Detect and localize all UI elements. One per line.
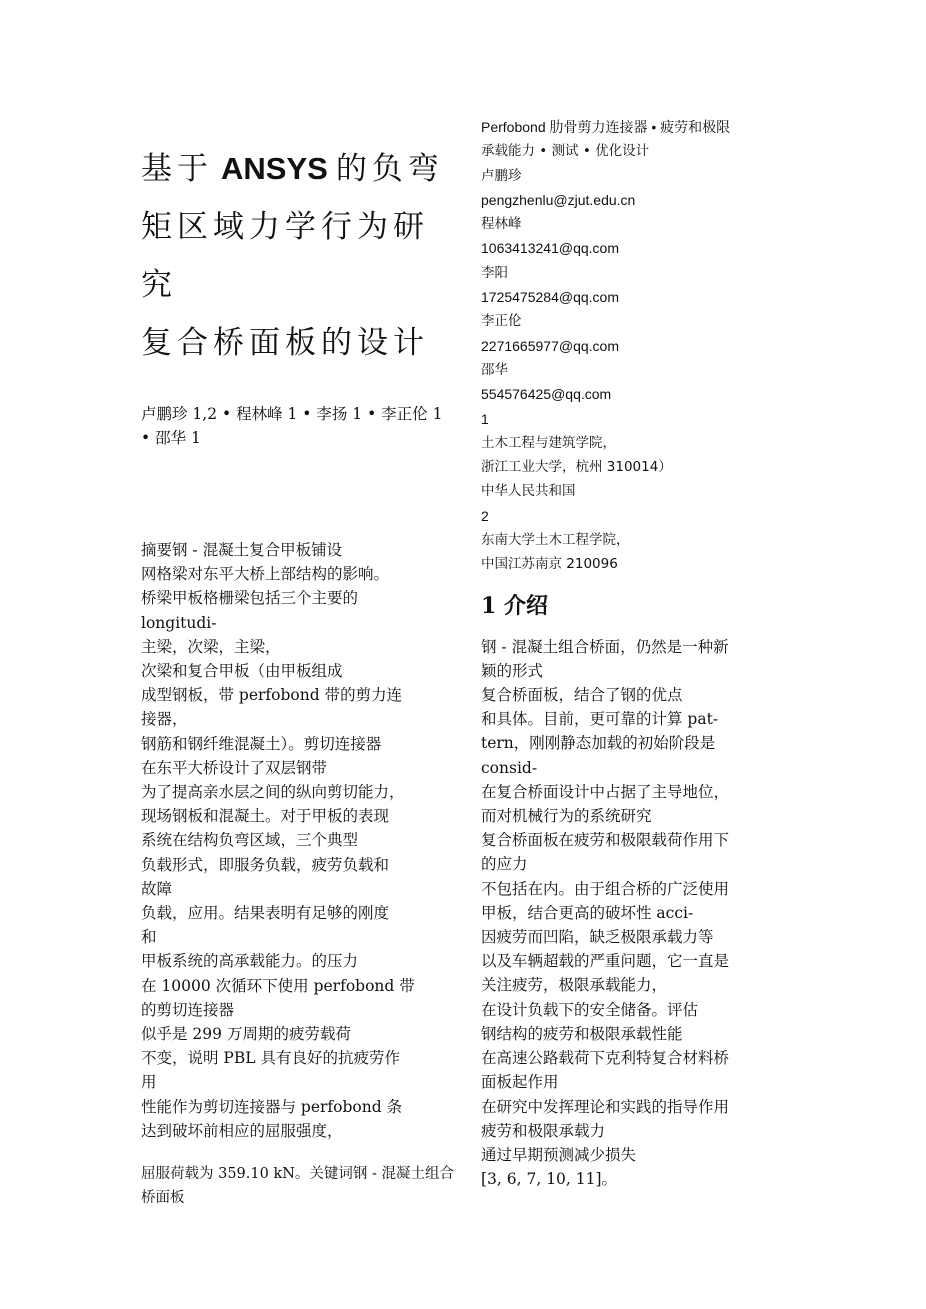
intro-line: 因疲劳而凹陷，缺乏极限承载力等: [481, 928, 714, 947]
intro-line: 复合桥面板在疲劳和极限载荷作用下: [481, 831, 730, 850]
affiliation-line: 中华人民共和国: [481, 483, 576, 500]
abstract-line: 网格梁对东平大桥上部结构的影响。: [141, 565, 390, 584]
abstract-line: 甲板系统的高承载能力。的压力: [141, 952, 359, 971]
intro-line: 不包括在内。由于组合桥的广泛使用: [481, 879, 730, 898]
affiliation-number: 1: [481, 410, 489, 427]
right-column: [481, 115, 791, 1191]
introduction-body: [481, 635, 791, 1192]
intro-line: 关注疲劳，极限承载能力，: [481, 976, 668, 995]
abstract-line: 的剪切连接器: [141, 1000, 235, 1019]
intro-line: 在高速公路载荷下克利特复合材料桥: [481, 1049, 730, 1068]
abstract-line: 用: [141, 1073, 157, 1092]
intro-line: 在研究中发挥理论和实践的指导作用: [481, 1097, 730, 1116]
title-prefix: 基于: [141, 151, 213, 187]
section-heading-introduction: 1 介绍: [481, 592, 548, 619]
author-email: pengzhenlu@zjut.edu.cn: [481, 191, 636, 208]
affiliation-line: 土木工程与建筑学院，: [481, 434, 616, 451]
abstract-line: 系统在结构负弯区域，三个典型: [141, 831, 359, 850]
title-ansys: ANSYS: [221, 151, 328, 186]
intro-line: 复合桥面板，结合了钢的优点: [481, 686, 683, 705]
title-suffix: 的负弯: [335, 151, 444, 187]
author-list: 卢鹏珍 1,2 • 程林峰 1 • 李扬 1 • 李正伦 1 • 邵华 1: [141, 405, 443, 447]
abstract-line: 负载形式，即服务负载，疲劳负载和: [141, 855, 390, 874]
abstract-line: 性能作为剪切连接器与 perfobond 条: [141, 1097, 403, 1116]
author-name: 李正伦: [481, 313, 522, 330]
keywords-continued: 承载能力 • 测试 • 优化设计: [481, 143, 650, 160]
affiliation-line: 中国江苏南京 210096: [481, 556, 618, 573]
abstract-line: longitudi-: [141, 613, 217, 632]
abstract-line: 负载，应用。结果表明有足够的刚度: [141, 904, 390, 923]
author-email: 554576425@qq.com: [481, 386, 612, 403]
abstract-line: 似乎是 299 万周期的疲劳载荷: [141, 1025, 351, 1044]
title-line-1: [141, 140, 461, 198]
intro-line: 面板起作用: [481, 1073, 559, 1092]
title-line-2: 矩区域力学行为研: [141, 209, 429, 245]
intro-line: 钢 - 混凝土组合桥面，仍然是一种新: [481, 637, 729, 656]
abstract-line: 达到破坏前相应的屈服强度，: [141, 1121, 343, 1140]
paper-title: [141, 140, 461, 372]
abstract-line: 接器，: [141, 710, 188, 729]
title-line-3: 究: [141, 267, 177, 303]
affiliation-number: 2: [481, 507, 489, 524]
abstract-line: 现场钢板和混凝土。对于甲板的表现: [141, 807, 390, 826]
abstract-line: 在 10000 次循环下使用 perfobond 带: [141, 976, 415, 995]
author-email: 1063413241@qq.com: [481, 240, 619, 257]
intro-line: tern，刚刚静态加载的初始阶段是: [481, 734, 716, 753]
article-metadata: [481, 115, 791, 577]
abstract-line: 桥梁甲板格栅梁包括三个主要的: [141, 589, 359, 608]
abstract-line: 在东平大桥设计了双层钢带: [141, 758, 328, 777]
abstract-line: 钢筋和钢纤维混凝土）。剪切连接器: [141, 734, 382, 753]
intro-line: 和具体。目前，更可靠的计算 pat-: [481, 710, 719, 729]
keywords: 屈服荷载为 359.10 kN。关键词钢 - 混凝土组合桥面板: [141, 1166, 455, 1207]
title-line-4: 复合桥面板的设计: [141, 325, 429, 361]
intro-line: 以及车辆超载的严重问题，它一直是: [481, 952, 730, 971]
affiliation-line: 东南大学土木工程学院，: [481, 532, 630, 549]
abstract-line: 成型钢板，带 perfobond 带的剪力连: [141, 686, 403, 705]
abstract-line: 不变，说明 PBL 具有良好的抗疲劳作: [141, 1049, 400, 1068]
abstract-line: 主梁，次梁，主梁，: [141, 637, 281, 656]
abstract-line: 为了提高亲水层之间的纵向剪切能力，: [141, 783, 405, 802]
intro-line: 在复合桥面设计中占据了主导地位，: [481, 782, 730, 801]
author-name: 李阳: [481, 264, 508, 281]
author-email: 1725475284@qq.com: [481, 289, 619, 306]
intro-line: 在设计负载下的安全储备。评估: [481, 1000, 699, 1019]
intro-line: [3, 6, 7, 10, 11]。: [481, 1170, 618, 1189]
intro-line: 疲劳和极限承载力: [481, 1121, 606, 1140]
left-column: [141, 140, 461, 1210]
intro-line: 而对机械行为的系统研究: [481, 807, 652, 826]
keywords-continued: Perfobond 肋骨剪力连接器 • 疲劳和极限: [481, 119, 731, 135]
author-email: 2271665977@qq.com: [481, 337, 619, 354]
intro-line: consid-: [481, 758, 538, 777]
intro-line: 颖的形式: [481, 661, 544, 680]
intro-line: 甲板，结合更高的破坏性 acci-: [481, 903, 694, 922]
abstract: [141, 538, 461, 1143]
abstract-line: 和: [141, 928, 157, 947]
affiliation-line: 浙江工业大学，杭州 310014）: [481, 459, 672, 476]
intro-line: 钢结构的疲劳和极限承载性能: [481, 1024, 683, 1043]
abstract-line: 故障: [141, 879, 173, 898]
author-name: 邵华: [481, 361, 508, 378]
author-name: 卢鹏珍: [481, 167, 522, 184]
abstract-line: 次梁和复合甲板（由甲板组成: [141, 662, 343, 681]
intro-line: 的应力: [481, 855, 528, 874]
abstract-line: 摘要钢 - 混凝土复合甲板铺设: [141, 541, 343, 559]
intro-line: 通过早期预测减少损失: [481, 1145, 637, 1164]
author-name: 程林峰: [481, 216, 522, 233]
